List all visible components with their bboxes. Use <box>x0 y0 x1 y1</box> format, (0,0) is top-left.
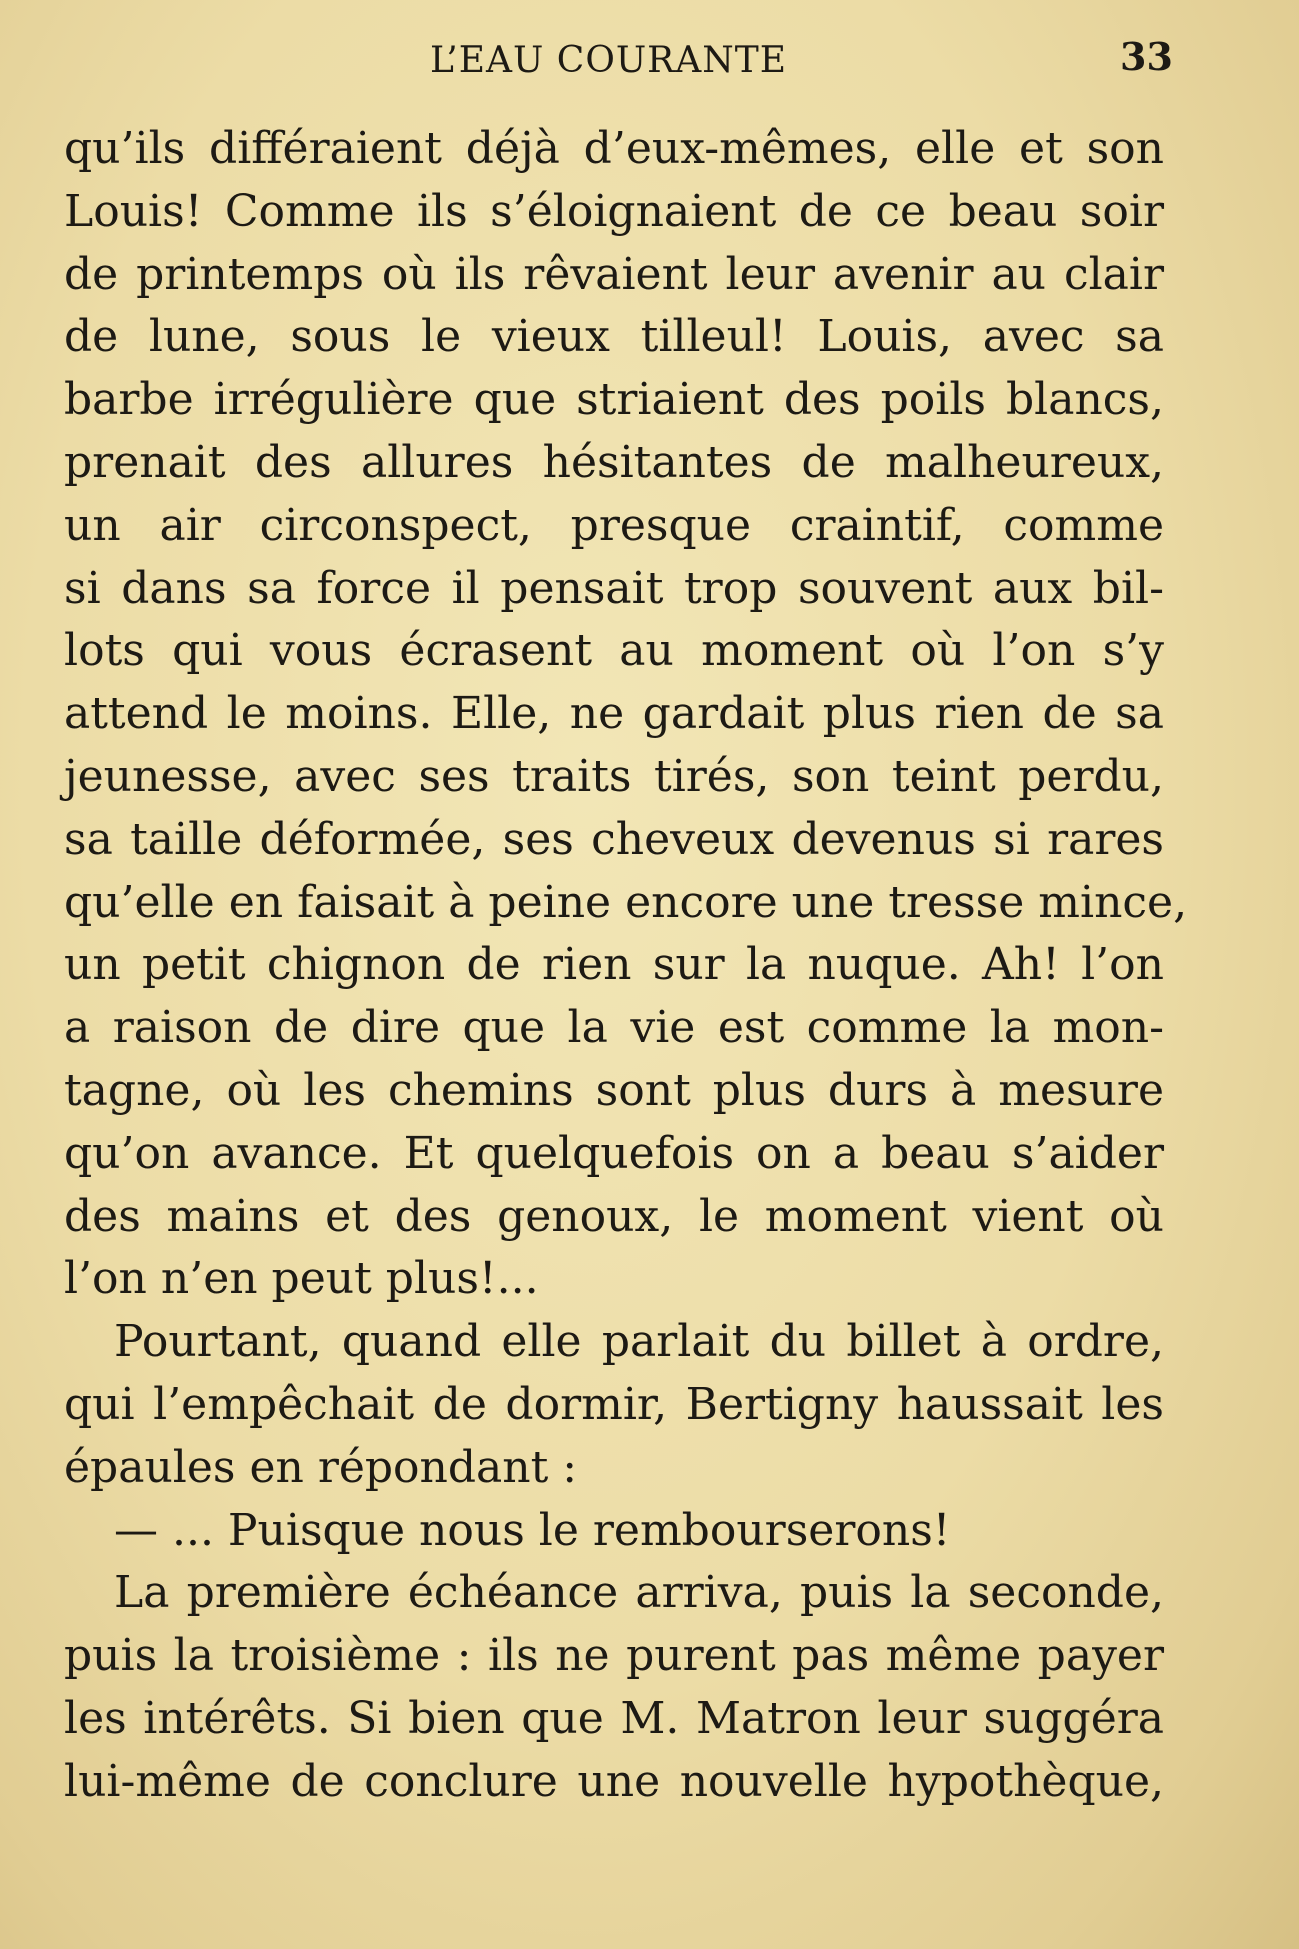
text-line: des mains et des genoux, le moment vient où <box>64 1190 1164 1242</box>
text-line: La première échéance arriva, puis la seconde, <box>114 1567 1164 1619</box>
text-line: Louis! Comme ils s’éloignaient de ce beau soir <box>64 185 1164 237</box>
dialogue-line: — ... Puisque nous le rembourserons! <box>114 1504 951 1556</box>
text-line: a raison de dire que la vie est comme la mon- <box>64 1002 1164 1054</box>
text-line: de printemps où ils rêvaient leur avenir au clair <box>64 248 1164 300</box>
text-line: de lune, sous le vieux tilleul! Louis, avec sa <box>64 311 1164 363</box>
text-line: qu’ils différaient déjà d’eux-mêmes, elle et son <box>64 123 1164 174</box>
text-line: Pourtant, quand elle parlait du billet à ordre, <box>114 1316 1164 1368</box>
running-head <box>0 32 1299 88</box>
text-line: sa taille déformée, ses cheveux devenus si rares <box>64 813 1164 865</box>
text-line: qu’on avance. Et quelquefois on a beau s’aider <box>64 1127 1164 1179</box>
text-line: tagne, où les chemins sont plus durs à mesure <box>64 1064 1164 1116</box>
running-title: L’EAU COURANTE <box>430 40 788 81</box>
text-line: l’on n’en peut plus!... <box>64 1253 539 1305</box>
text-line: un petit chignon de rien sur la nuque. Ah! l’on <box>64 939 1164 991</box>
page-number: 33 <box>1120 34 1173 79</box>
text-line: qu’elle en faisait à peine encore une tresse mince, <box>64 876 1188 928</box>
text-line: les intérêts. Si bien que M. Matron leur suggéra <box>64 1692 1164 1744</box>
text-line: si dans sa force il pensait trop souvent aux bil- <box>64 562 1164 614</box>
text-line: qui l’empêchait de dormir, Bertigny haussait les <box>64 1378 1164 1430</box>
text-line: lui-même de conclure une nouvelle hypothèque, <box>64 1755 1164 1807</box>
text-line: lots qui vous écrasent au moment où l’on s’y <box>64 625 1164 677</box>
text-line: puis la troisième : ils ne purent pas même payer <box>64 1630 1164 1682</box>
text-line: épaules en répondant : <box>64 1441 578 1493</box>
text-line: jeunesse, avec ses traits tirés, son teint perdu, <box>64 750 1164 802</box>
text-line: attend le moins. Elle, ne gardait plus rien de sa <box>64 688 1164 740</box>
text-line: un air circonspect, presque craintif, comme <box>64 499 1164 551</box>
text-line: barbe irrégulière que striaient des poils blancs, <box>64 374 1164 426</box>
body-text <box>64 118 1188 1814</box>
text-line: prenait des allures hésitantes de malheureux, <box>64 436 1164 488</box>
